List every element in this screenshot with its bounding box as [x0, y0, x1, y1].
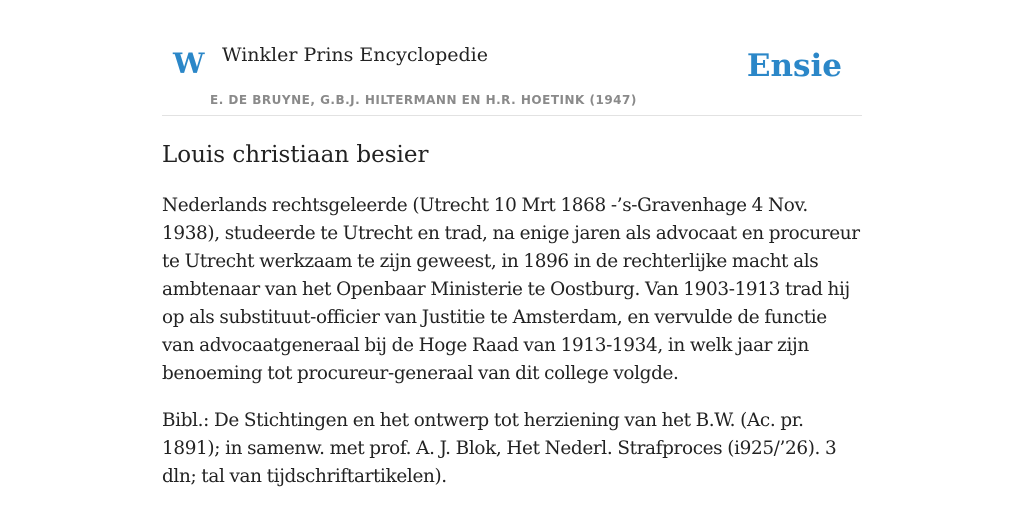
article-paragraph: Nederlands rechtsgeleerde (Utrecht 10 Mrt 1868 -’s-Gravenhage 4 Nov. 1938), studeerde te Utrecht en trad, na enige jaren als advocaat en procureur te Utrecht werkzaam te zijn geweest, in 1896 in de rechterlijke macht als ambtenaar van het Openbaar Ministerie te Oostburg. Van 1903-1913 trad hij op als substituut-officier van Justitie te Amsterdam, en vervulde de functie van advocaatgeneraal bij de Hoge Raad van 1913-1934, in welk jaar zijn benoeming tot procureur-generaal van dit college volgde.	[162, 195, 860, 384]
encyclopedia-header	[162, 0, 862, 116]
encyclopedia-logo[interactable]: W	[173, 47, 205, 80]
article-title: Louis christiaan besier	[162, 142, 429, 168]
ensie-brand-logo[interactable]: Ensie	[746, 48, 842, 84]
article-card	[162, 0, 862, 491]
encyclopedia-title[interactable]: Winkler Prins Encyclopedie	[222, 44, 488, 66]
article-bibliography: Bibl.: De Stichtingen en het ontwerp tot herziening van het B.W. (Ac. pr. 1891); in samenw. met prof. A. J. Blok, Het Nederl. Strafproces (i925/’26). 3 dln; tal van tijdschriftartikelen).	[162, 410, 837, 487]
encyclopedia-authors: E. DE BRUYNE, G.B.J. HILTERMANN EN H.R. HOETINK (1947)	[210, 93, 637, 107]
